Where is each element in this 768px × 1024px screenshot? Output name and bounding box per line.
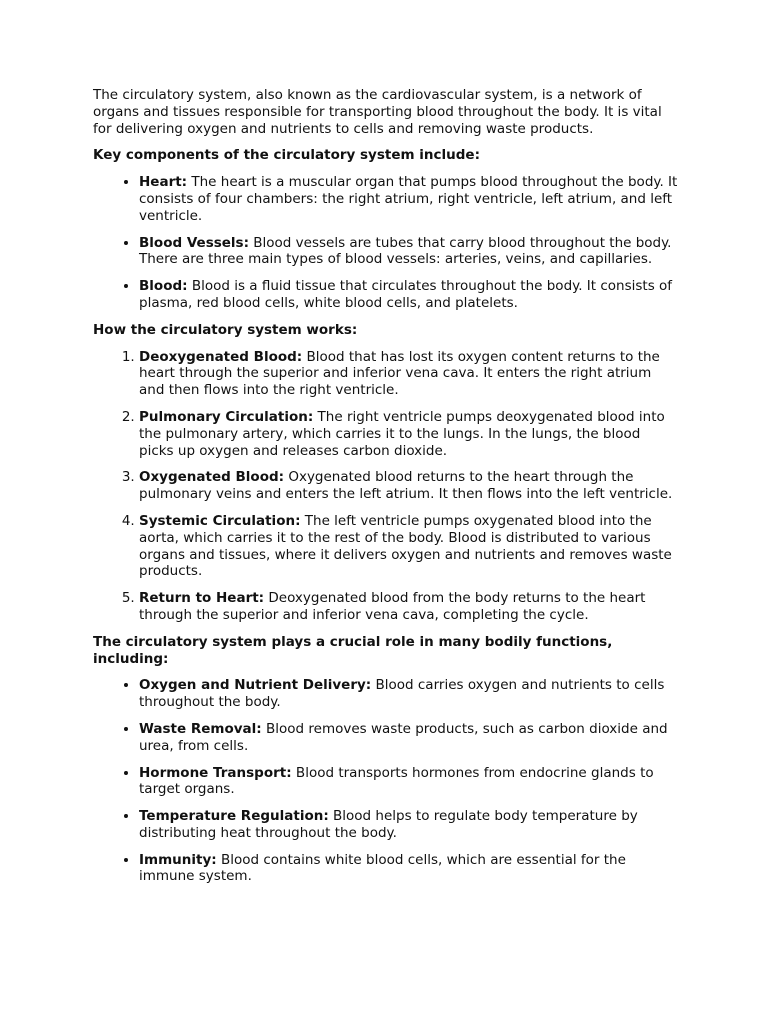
list-item-text: Blood vessels are tubes that carry blood throughout the body. There are three main types of blood vessels: arteries, veins, and capillaries. — [139, 234, 672, 268]
list-item — [139, 349, 678, 399]
how-it-works-list — [93, 349, 678, 624]
list-item-term: Immunity: — [139, 851, 217, 868]
how-it-works-heading: How the circulatory system works: — [93, 321, 358, 338]
list-item-text: Oxygenated blood returns to the heart through the pulmonary veins and enters the left atrium. It then flows into the left ventricle. — [139, 469, 673, 503]
list-item-term: Oxygen and Nutrient Delivery: — [139, 677, 372, 694]
list-item — [139, 469, 678, 503]
intro-paragraph: The circulatory system, also known as the cardiovascular system, is a network of organs and tissues responsible for transporting blood throughout the body. It is vital for delivering oxygen and nutrients to cells and removing waste products. — [93, 87, 662, 137]
list-item-term: Blood Vessels: — [139, 234, 249, 251]
list-item-text: The left ventricle pumps oxygenated blood into the aorta, which carries it to the rest of the body. Blood is distributed to various organs and tissues, where it delivers oxygen and nutrients and removes waste products. — [139, 512, 672, 580]
list-item-text: Blood removes waste products, such as carbon dioxide and urea, from cells. — [139, 720, 668, 754]
list-item-term: Waste Removal: — [139, 720, 262, 737]
functions-list — [93, 677, 678, 885]
list-item-term: Deoxygenated Blood: — [139, 348, 303, 365]
list-item-text: Deoxygenated blood from the body returns to the heart through the superior and inferior vena cava, completing the cycle. — [139, 590, 646, 623]
list-item-text: Blood transports hormones from endocrine glands to target organs. — [139, 764, 654, 798]
list-item-term: Temperature Regulation: — [139, 808, 329, 825]
list-item-term: Systemic Circulation: — [139, 512, 301, 529]
components-heading: Key components of the circulatory system include: — [93, 147, 480, 164]
list-item — [139, 852, 678, 886]
list-item-text: Blood that has lost its oxygen content returns to the heart through the superior and inferior vena cava. It enters the right atrium and then flows into the right ventricle. — [139, 348, 660, 399]
list-item — [139, 174, 678, 224]
list-item-term: Hormone Transport: — [139, 764, 292, 781]
list-item-term: Oxygenated Blood: — [139, 469, 285, 486]
list-item-text: Blood contains white blood cells, which are essential for the immune system. — [139, 851, 626, 885]
list-item-term: Heart: — [139, 174, 188, 191]
list-item — [139, 590, 678, 624]
list-item — [139, 513, 678, 580]
list-item — [139, 677, 678, 711]
list-item — [139, 721, 678, 755]
list-item-term: Blood: — [139, 278, 188, 295]
functions-heading: The circulatory system plays a crucial role in many bodily functions, including: — [93, 633, 613, 667]
list-item — [139, 808, 678, 842]
components-list — [93, 174, 678, 312]
list-item-text: Blood carries oxygen and nutrients to cells throughout the body. — [139, 677, 665, 711]
list-item-term: Return to Heart: — [139, 590, 265, 607]
list-item — [139, 278, 678, 312]
list-item-text: Blood is a fluid tissue that circulates throughout the body. It consists of plasma, red blood cells, white blood cells, and platelets. — [139, 278, 673, 311]
list-item-text: The heart is a muscular organ that pumps blood throughout the body. It consists of four chambers: the right atrium, right ventricle, left atrium, and left ventricle. — [139, 174, 678, 224]
list-item — [139, 765, 678, 799]
list-item-text: Blood helps to regulate body temperature by distributing heat throughout the body. — [139, 808, 638, 841]
document-page — [93, 87, 678, 895]
list-item — [139, 409, 678, 459]
list-item-text: The right ventricle pumps deoxygenated blood into the pulmonary artery, which carries it to the lungs. In the lungs, the blood picks up oxygen and releases carbon dioxide. — [139, 408, 665, 459]
list-item-term: Pulmonary Circulation: — [139, 408, 314, 425]
list-item — [139, 235, 678, 269]
